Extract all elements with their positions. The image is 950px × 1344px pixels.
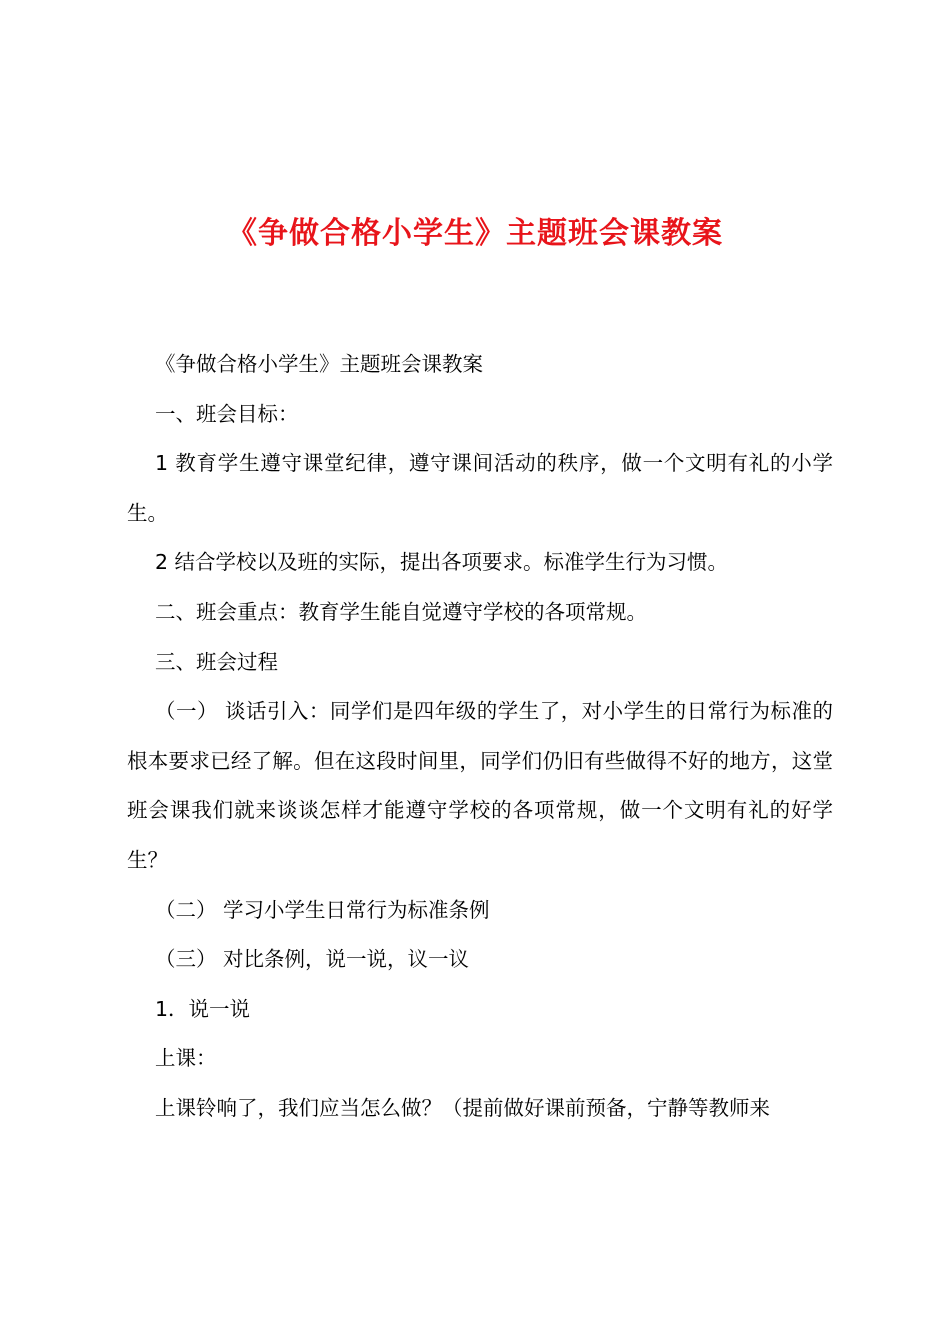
- paragraph-goal-2: 2 结合学校以及班的实际，提出各项要求。标准学生行为习惯。: [155, 550, 729, 575]
- paragraph-goal-1: 1 教育学生遵守课堂纪律，遵守课间活动的秩序，做一个文明有礼的小学生。: [127, 451, 833, 525]
- paragraph-class-question: 上课铃响了，我们应当怎么做？（提前做好课前预备，宁静等教师来: [155, 1095, 770, 1120]
- paragraph-section-process: 三、班会过程: [155, 649, 278, 674]
- paragraph-subitem-1: 1．说一说: [155, 996, 251, 1021]
- paragraph-step-2: （二） 学习小学生日常行为标准条例: [155, 897, 490, 922]
- paragraph-class-label: 上课：: [155, 1046, 217, 1071]
- paragraph-section-goals: 一、班会目标：: [155, 401, 299, 426]
- paragraph-section-focus: 二、班会重点：教育学生能自觉遵守学校的各项常规。: [155, 599, 647, 624]
- paragraph-heading: 《争做合格小学生》主题班会课教案: [155, 352, 483, 376]
- document-body: [127, 340, 833, 1134]
- document-title: 《争做合格小学生》主题班会课教案: [227, 216, 723, 251]
- paragraph-step-3: （三） 对比条例，说一说，议一议: [155, 947, 470, 972]
- paragraph-step-1: （一） 谈话引入：同学们是四年级的学生了，对小学生的日常行为标准的根本要求已经了解。但在这段时间里，同学们仍旧有些做得不好的地方，这堂班会课我们就来谈谈怎样才能遵守学校的各项常规，做一个文明有礼的好学生？: [127, 699, 833, 872]
